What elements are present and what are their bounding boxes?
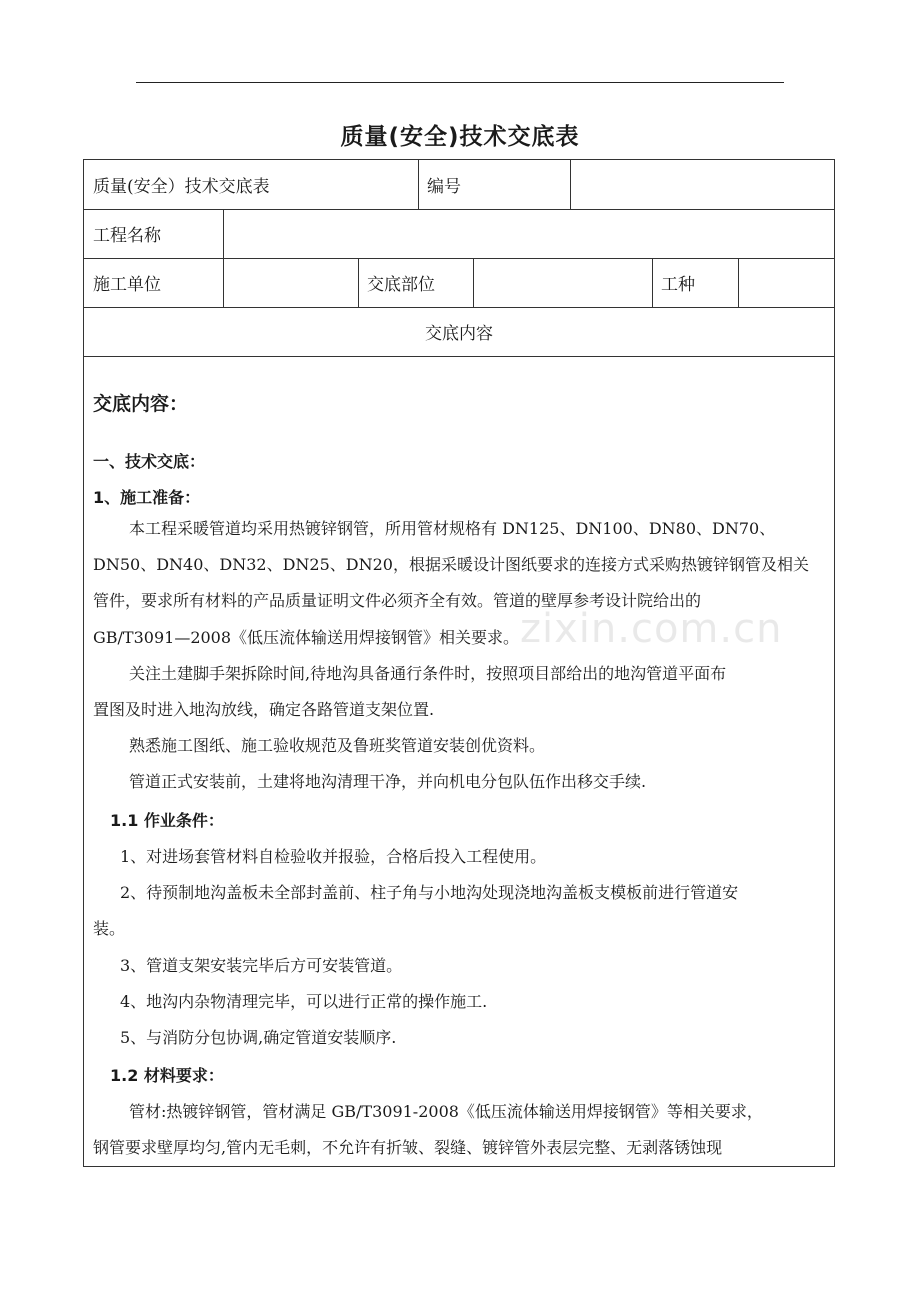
header-rule (136, 82, 784, 83)
list-item: 1、对进场套管材料自检验收并报验，合格后投入工程使用。 (120, 847, 547, 866)
project-name-label: 工程名称 (93, 226, 161, 246)
paragraph-line: 熟悉施工图纸、施工验收规范及鲁班奖管道安装创优资料。 (129, 736, 546, 755)
paragraph-line: 管件，要求所有材料的产品质量证明文件必须齐全有效。管道的壁厚参考设计院给出的 (93, 591, 702, 610)
subsection-conditions: 1.1 作业条件： (110, 811, 224, 830)
paragraph-line: 管道正式安装前，土建将地沟清理干净，并向机电分包队伍作出移交手续. (129, 772, 647, 791)
list-item: 2、待预制地沟盖板未全部封盖前、柱子角与小地沟处现浇地沟盖板支模板前进行管道安 (120, 883, 739, 902)
list-item: 4、地沟内杂物清理完毕，可以进行正常的操作施工. (120, 992, 488, 1011)
watermark: zixin.com.cn (520, 606, 783, 652)
handover-part-label: 交底部位 (367, 275, 435, 295)
construction-unit-field[interactable] (223, 258, 358, 307)
list-item-continuation: 装。 (93, 919, 126, 938)
list-item: 3、管道支架安装完毕后方可安装管道。 (120, 956, 403, 975)
handover-form (83, 159, 835, 1167)
content-header: 交底内容 (425, 324, 493, 344)
paragraph-line: 钢管要求壁厚均匀,管内无毛刺，不允许有折皱、裂缝、镀锌管外表层完整、无剥落锈蚀现 (93, 1138, 723, 1157)
section-preparation: 1、施工准备： (93, 488, 201, 507)
paragraph-line: 置图及时进入地沟放线，确定各路管道支架位置. (93, 700, 435, 719)
paragraph-line: DN50、DN40、DN32、DN25、DN20，根据采暖设计图纸要求的连接方式采购热镀锌钢管及相关 (93, 555, 809, 574)
paragraph-line: 关注土建脚手架拆除时间,待地沟具备通行条件时，按照项目部给出的地沟管道平面布 (129, 664, 727, 683)
handover-part-field[interactable] (473, 258, 652, 307)
paragraph-line: 管材:热镀锌钢管，管材满足 GB/T3091-2008《低压流体输送用焊接钢管》等相关要求， (129, 1102, 763, 1121)
paragraph-line: 本工程采暖管道均采用热镀锌钢管，所用管材规格有 DN125、DN100、DN80、DN70、 (129, 519, 776, 538)
document-title: 质量(安全)技术交底表 (340, 124, 580, 150)
paragraph-line: GB/T3091—2008《低压流体输送用焊接钢管》相关要求。 (93, 628, 520, 647)
row-divider (84, 356, 834, 357)
form-title-cell: 质量(安全）技术交底表 (93, 177, 270, 197)
content-heading: 交底内容： (93, 393, 189, 415)
project-name-field[interactable] (223, 209, 834, 258)
subsection-materials: 1.2 材料要求： (110, 1066, 224, 1085)
section-technical: 一、技术交底： (93, 452, 206, 471)
trade-label: 工种 (661, 275, 695, 295)
number-label: 编号 (427, 177, 461, 197)
list-item: 5、与消防分包协调,确定管道安装顺序. (120, 1028, 397, 1047)
construction-unit-label: 施工单位 (93, 275, 161, 295)
trade-field[interactable] (738, 258, 834, 307)
number-value-field[interactable] (570, 160, 834, 209)
